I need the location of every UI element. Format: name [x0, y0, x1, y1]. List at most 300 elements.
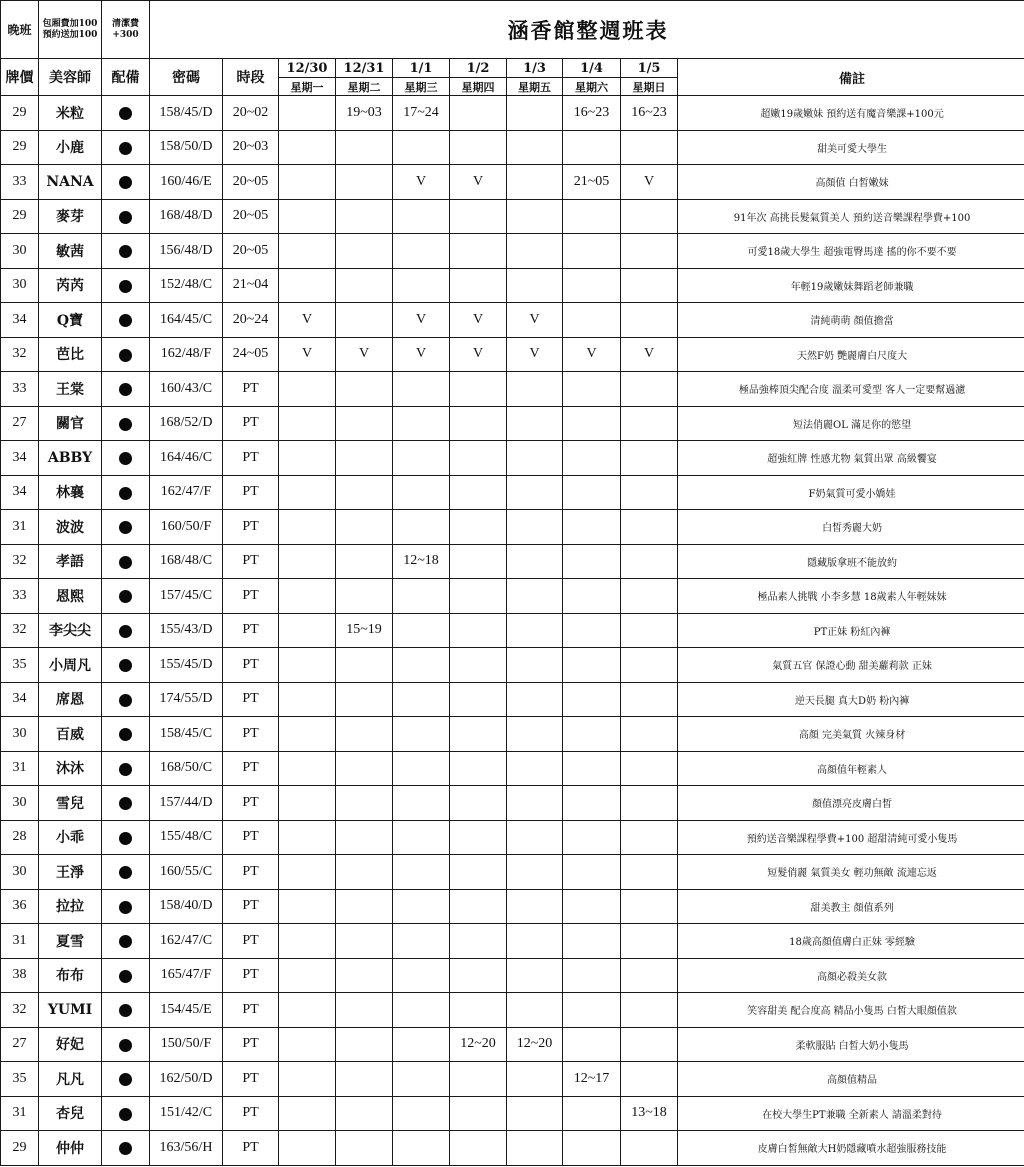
time-slot-cell: PT — [223, 1096, 279, 1131]
day-cell — [393, 613, 450, 648]
day-cell — [279, 199, 336, 234]
day-cell — [563, 855, 621, 890]
stylist-name: YUMI — [39, 993, 102, 1028]
stylist-name: 米粒 — [39, 96, 102, 131]
day-cell — [621, 751, 678, 786]
filled-circle-icon — [119, 383, 132, 396]
weekday-header: 星期三 — [393, 78, 450, 96]
day-cell — [450, 475, 507, 510]
day-cell — [336, 406, 393, 441]
equip-cell — [102, 958, 150, 993]
day-cell — [450, 130, 507, 165]
day-cell — [450, 751, 507, 786]
price-cell: 32 — [1, 613, 39, 648]
day-cell — [450, 613, 507, 648]
price-cell: 30 — [1, 717, 39, 752]
stylist-name: 小乖 — [39, 820, 102, 855]
cleaning-fee: 清潔費+300 — [102, 1, 150, 59]
table-row — [1, 96, 1024, 131]
day-cell — [279, 1131, 336, 1166]
day-cell — [507, 234, 563, 269]
day-cell — [563, 648, 621, 683]
time-slot-cell: PT — [223, 406, 279, 441]
day-cell — [393, 648, 450, 683]
time-slot-cell: 24~05 — [223, 337, 279, 372]
date-header: 1/5 — [621, 59, 678, 78]
price-cell: 29 — [1, 1131, 39, 1166]
stylist-name: 雪兒 — [39, 786, 102, 821]
note-cell: 高顏值年輕素人 — [678, 751, 1024, 786]
day-cell — [507, 441, 563, 476]
filled-circle-icon — [119, 349, 132, 362]
day-cell — [393, 820, 450, 855]
time-slot-cell: 20~05 — [223, 165, 279, 200]
day-cell — [621, 1062, 678, 1097]
weekday-header: 星期四 — [450, 78, 507, 96]
price-cell: 31 — [1, 751, 39, 786]
price-cell: 32 — [1, 993, 39, 1028]
stylist-name: 關官 — [39, 406, 102, 441]
note-cell: 超嫩19歲嫩妹 預約送有魔音樂課+100元 — [678, 96, 1024, 131]
code-cell: 168/50/C — [150, 751, 223, 786]
day-cell: V — [563, 337, 621, 372]
time-slot-cell: PT — [223, 889, 279, 924]
day-cell — [563, 130, 621, 165]
day-cell — [450, 441, 507, 476]
day-cell: 19~03 — [336, 96, 393, 131]
day-cell: V — [393, 303, 450, 338]
day-cell: 12~20 — [507, 1027, 563, 1062]
filled-circle-icon — [119, 521, 132, 534]
day-cell — [507, 648, 563, 683]
stylist-name: 布布 — [39, 958, 102, 993]
filled-circle-icon — [119, 418, 132, 431]
day-cell — [279, 510, 336, 545]
time-slot-cell: 20~24 — [223, 303, 279, 338]
price-cell: 33 — [1, 372, 39, 407]
day-cell — [336, 1062, 393, 1097]
day-cell — [393, 889, 450, 924]
day-cell: 21~05 — [563, 165, 621, 200]
code-cell: 158/45/C — [150, 717, 223, 752]
day-cell — [336, 441, 393, 476]
table-row — [1, 268, 1024, 303]
day-cell — [621, 441, 678, 476]
day-cell — [450, 786, 507, 821]
note-cell: 逆天長腿 真大D奶 粉內褲 — [678, 682, 1024, 717]
stylist-name: 凡凡 — [39, 1062, 102, 1097]
day-cell — [507, 165, 563, 200]
day-cell — [507, 199, 563, 234]
note-cell: 氣質五官 保證心動 甜美蘿莉款 正妹 — [678, 648, 1024, 683]
day-cell — [507, 372, 563, 407]
code-cell: 158/40/D — [150, 889, 223, 924]
stylist-name: 芭比 — [39, 337, 102, 372]
code-cell: 164/46/C — [150, 441, 223, 476]
filled-circle-icon — [119, 728, 132, 741]
day-cell — [336, 958, 393, 993]
day-cell — [621, 406, 678, 441]
day-cell: 17~24 — [393, 96, 450, 131]
code-cell: 155/45/D — [150, 648, 223, 683]
day-cell — [393, 958, 450, 993]
day-cell — [450, 648, 507, 683]
time-slot-cell: PT — [223, 751, 279, 786]
day-cell — [621, 234, 678, 269]
title-row — [1, 1, 1024, 59]
price-cell: 30 — [1, 786, 39, 821]
stylist-name: 林襄 — [39, 475, 102, 510]
price-cell: 34 — [1, 682, 39, 717]
equip-cell — [102, 682, 150, 717]
day-cell — [336, 717, 393, 752]
table-row — [1, 303, 1024, 338]
time-slot-cell: PT — [223, 855, 279, 890]
day-cell — [450, 544, 507, 579]
weekday-header: 星期六 — [563, 78, 621, 96]
note-cell: 皮膚白皙無敵大H奶隱藏噴水超強服務技能 — [678, 1131, 1024, 1166]
table-row — [1, 820, 1024, 855]
day-cell — [621, 130, 678, 165]
filled-circle-icon — [119, 659, 132, 672]
day-cell — [621, 820, 678, 855]
note-cell: 年輕19歲嫩妹舞蹈老師兼職 — [678, 268, 1024, 303]
day-cell: V — [507, 303, 563, 338]
day-cell — [336, 1096, 393, 1131]
day-cell — [336, 993, 393, 1028]
price-cell: 32 — [1, 337, 39, 372]
code-cell: 168/48/D — [150, 199, 223, 234]
day-cell — [393, 372, 450, 407]
day-cell — [621, 1027, 678, 1062]
day-cell — [336, 579, 393, 614]
table-row — [1, 579, 1024, 614]
time-slot-cell: PT — [223, 510, 279, 545]
day-cell — [450, 1096, 507, 1131]
day-cell — [507, 855, 563, 890]
equip-cell — [102, 579, 150, 614]
price-cell: 31 — [1, 924, 39, 959]
day-cell — [621, 924, 678, 959]
day-cell — [507, 820, 563, 855]
day-cell: V — [621, 337, 678, 372]
day-cell — [563, 924, 621, 959]
equip-cell — [102, 1131, 150, 1166]
time-slot-cell: PT — [223, 475, 279, 510]
day-cell — [279, 165, 336, 200]
filled-circle-icon — [119, 1039, 132, 1052]
time-slot-cell: PT — [223, 682, 279, 717]
time-slot-cell: PT — [223, 1027, 279, 1062]
day-cell — [621, 372, 678, 407]
equip-cell — [102, 1027, 150, 1062]
time-slot-cell: PT — [223, 372, 279, 407]
day-cell — [563, 579, 621, 614]
code-cell: 156/48/D — [150, 234, 223, 269]
day-cell — [621, 475, 678, 510]
day-cell — [507, 924, 563, 959]
stylist-name: 王棠 — [39, 372, 102, 407]
day-cell — [450, 855, 507, 890]
day-cell — [336, 303, 393, 338]
code-cell: 158/45/D — [150, 96, 223, 131]
day-cell — [393, 510, 450, 545]
day-cell — [336, 544, 393, 579]
code-cell: 158/50/D — [150, 130, 223, 165]
day-cell — [393, 855, 450, 890]
time-slot-cell: PT — [223, 993, 279, 1028]
col-equip-header: 配備 — [102, 59, 150, 96]
equip-cell — [102, 613, 150, 648]
day-cell — [393, 993, 450, 1028]
day-cell — [563, 441, 621, 476]
note-cell: 高顏必殺美女款 — [678, 958, 1024, 993]
note-cell: 天然F奶 艷麗膚白尺度大 — [678, 337, 1024, 372]
day-cell — [336, 1131, 393, 1166]
code-cell: 160/46/E — [150, 165, 223, 200]
time-slot-cell: PT — [223, 786, 279, 821]
equip-cell — [102, 130, 150, 165]
col-code-header: 密碼 — [150, 59, 223, 96]
day-cell — [563, 199, 621, 234]
day-cell: 16~23 — [621, 96, 678, 131]
day-cell: 15~19 — [336, 613, 393, 648]
day-cell — [621, 303, 678, 338]
day-cell — [450, 682, 507, 717]
day-cell — [279, 475, 336, 510]
stylist-name: 百威 — [39, 717, 102, 752]
equip-cell — [102, 199, 150, 234]
price-cell: 36 — [1, 889, 39, 924]
note-cell: 預約送音樂課程學費+100 超甜清純可愛小隻馬 — [678, 820, 1024, 855]
table-row — [1, 855, 1024, 890]
day-cell — [621, 682, 678, 717]
table-row — [1, 786, 1024, 821]
filled-circle-icon — [119, 452, 132, 465]
col-price-header: 牌價 — [1, 59, 39, 96]
filled-circle-icon — [119, 142, 132, 155]
filled-circle-icon — [119, 176, 132, 189]
day-cell — [621, 510, 678, 545]
table-row — [1, 337, 1024, 372]
note-cell: 甜美教主 顏值系列 — [678, 889, 1024, 924]
day-cell — [279, 889, 336, 924]
day-cell — [507, 96, 563, 131]
day-cell — [393, 682, 450, 717]
price-cell: 34 — [1, 303, 39, 338]
day-cell — [279, 1096, 336, 1131]
price-cell: 27 — [1, 406, 39, 441]
day-cell — [393, 924, 450, 959]
day-cell — [563, 544, 621, 579]
day-cell — [336, 786, 393, 821]
day-cell — [279, 924, 336, 959]
day-cell — [621, 958, 678, 993]
day-cell — [507, 510, 563, 545]
table-row — [1, 234, 1024, 269]
code-cell: 160/55/C — [150, 855, 223, 890]
day-cell — [563, 613, 621, 648]
equip-cell — [102, 820, 150, 855]
table-row — [1, 648, 1024, 683]
day-cell — [507, 751, 563, 786]
note-cell: 超強紅牌 性感尤物 氣質出眾 高級饗宴 — [678, 441, 1024, 476]
table-row — [1, 130, 1024, 165]
day-cell — [336, 682, 393, 717]
day-cell — [621, 544, 678, 579]
day-cell: V — [393, 165, 450, 200]
filled-circle-icon — [119, 763, 132, 776]
time-slot-cell: PT — [223, 1131, 279, 1166]
stylist-name: 芮芮 — [39, 268, 102, 303]
day-cell — [563, 889, 621, 924]
day-cell: V — [279, 303, 336, 338]
price-cell: 30 — [1, 268, 39, 303]
day-cell — [279, 958, 336, 993]
stylist-name: 麥芽 — [39, 199, 102, 234]
day-cell — [450, 510, 507, 545]
day-cell — [279, 820, 336, 855]
time-slot-cell: 20~02 — [223, 96, 279, 131]
day-cell — [336, 234, 393, 269]
day-cell — [279, 1062, 336, 1097]
day-cell: V — [621, 165, 678, 200]
note-cell: 笑容甜美 配合度高 精品小隻馬 白皙大眼顏值款 — [678, 993, 1024, 1028]
price-cell: 27 — [1, 1027, 39, 1062]
day-cell — [393, 130, 450, 165]
equip-cell — [102, 717, 150, 752]
day-cell — [450, 820, 507, 855]
code-cell: 168/52/D — [150, 406, 223, 441]
price-cell: 29 — [1, 96, 39, 131]
col-notes-header: 備註 — [678, 59, 1024, 96]
stylist-name: 小周凡 — [39, 648, 102, 683]
table-row — [1, 682, 1024, 717]
stylist-name: 孝語 — [39, 544, 102, 579]
day-cell — [393, 441, 450, 476]
day-cell — [450, 579, 507, 614]
price-cell: 34 — [1, 475, 39, 510]
day-cell — [563, 786, 621, 821]
table-row — [1, 717, 1024, 752]
day-cell — [621, 1131, 678, 1166]
stylist-name: 席恩 — [39, 682, 102, 717]
date-header: 1/4 — [563, 59, 621, 78]
table-row — [1, 993, 1024, 1028]
day-cell — [450, 372, 507, 407]
day-cell: V — [450, 165, 507, 200]
code-cell: 160/50/F — [150, 510, 223, 545]
day-cell — [563, 717, 621, 752]
stylist-name: 仲仲 — [39, 1131, 102, 1166]
filled-circle-icon — [119, 245, 132, 258]
equip-cell — [102, 406, 150, 441]
note-cell: 短髮俏麗 氣質美女 輕功無敵 流連忘返 — [678, 855, 1024, 890]
code-cell: 162/50/D — [150, 1062, 223, 1097]
table-row — [1, 475, 1024, 510]
table-row — [1, 544, 1024, 579]
code-cell: 162/47/F — [150, 475, 223, 510]
time-slot-cell: PT — [223, 579, 279, 614]
day-cell — [507, 682, 563, 717]
note-cell: 短法俏麗OL 滿足你的慾望 — [678, 406, 1024, 441]
day-cell — [393, 199, 450, 234]
filled-circle-icon — [119, 280, 132, 293]
equip-cell — [102, 855, 150, 890]
note-cell: 可愛18歲大學生 超強電臀馬達 搖的你不要不要 — [678, 234, 1024, 269]
equip-cell — [102, 268, 150, 303]
day-cell — [336, 165, 393, 200]
time-slot-cell: PT — [223, 544, 279, 579]
table-row — [1, 441, 1024, 476]
equip-cell — [102, 544, 150, 579]
filled-circle-icon — [119, 797, 132, 810]
day-cell — [563, 958, 621, 993]
day-cell — [393, 579, 450, 614]
day-cell — [279, 544, 336, 579]
filled-circle-icon — [119, 1073, 132, 1086]
table-row — [1, 889, 1024, 924]
table-row — [1, 1062, 1024, 1097]
day-cell — [507, 1096, 563, 1131]
day-cell — [279, 406, 336, 441]
code-cell: 160/43/C — [150, 372, 223, 407]
weekday-header: 星期日 — [621, 78, 678, 96]
equip-cell — [102, 96, 150, 131]
table-row — [1, 1131, 1024, 1166]
time-slot-cell: PT — [223, 441, 279, 476]
day-cell — [393, 751, 450, 786]
day-cell — [279, 682, 336, 717]
table-row — [1, 1027, 1024, 1062]
filled-circle-icon — [119, 487, 132, 500]
day-cell — [450, 924, 507, 959]
day-cell — [450, 1131, 507, 1166]
stylist-name: 好妃 — [39, 1027, 102, 1062]
day-cell — [621, 855, 678, 890]
day-cell — [450, 406, 507, 441]
day-cell: V — [450, 337, 507, 372]
day-cell — [279, 372, 336, 407]
stylist-name: 夏雪 — [39, 924, 102, 959]
stylist-name: 敏茜 — [39, 234, 102, 269]
note-cell: 白皙秀麗大奶 — [678, 510, 1024, 545]
time-slot-cell: 20~05 — [223, 199, 279, 234]
filled-circle-icon — [119, 314, 132, 327]
date-header: 12/31 — [336, 59, 393, 78]
date-header: 1/3 — [507, 59, 563, 78]
time-slot-cell: PT — [223, 613, 279, 648]
day-cell — [563, 993, 621, 1028]
filled-circle-icon — [119, 866, 132, 879]
day-cell — [279, 96, 336, 131]
stylist-name: 波波 — [39, 510, 102, 545]
day-cell — [563, 1027, 621, 1062]
note-cell: 極品強棒頂尖配合度 溫柔可愛型 客人一定要幫過濾 — [678, 372, 1024, 407]
table-row — [1, 510, 1024, 545]
equip-cell — [102, 924, 150, 959]
filled-circle-icon — [119, 935, 132, 948]
day-cell: 12~18 — [393, 544, 450, 579]
date-header: 12/30 — [279, 59, 336, 78]
price-cell: 31 — [1, 510, 39, 545]
day-cell: 12~17 — [563, 1062, 621, 1097]
price-cell: 33 — [1, 165, 39, 200]
day-cell — [450, 958, 507, 993]
filled-circle-icon — [119, 901, 132, 914]
note-cell: 柔軟服貼 白皙大奶小隻馬 — [678, 1027, 1024, 1062]
code-cell: 157/45/C — [150, 579, 223, 614]
